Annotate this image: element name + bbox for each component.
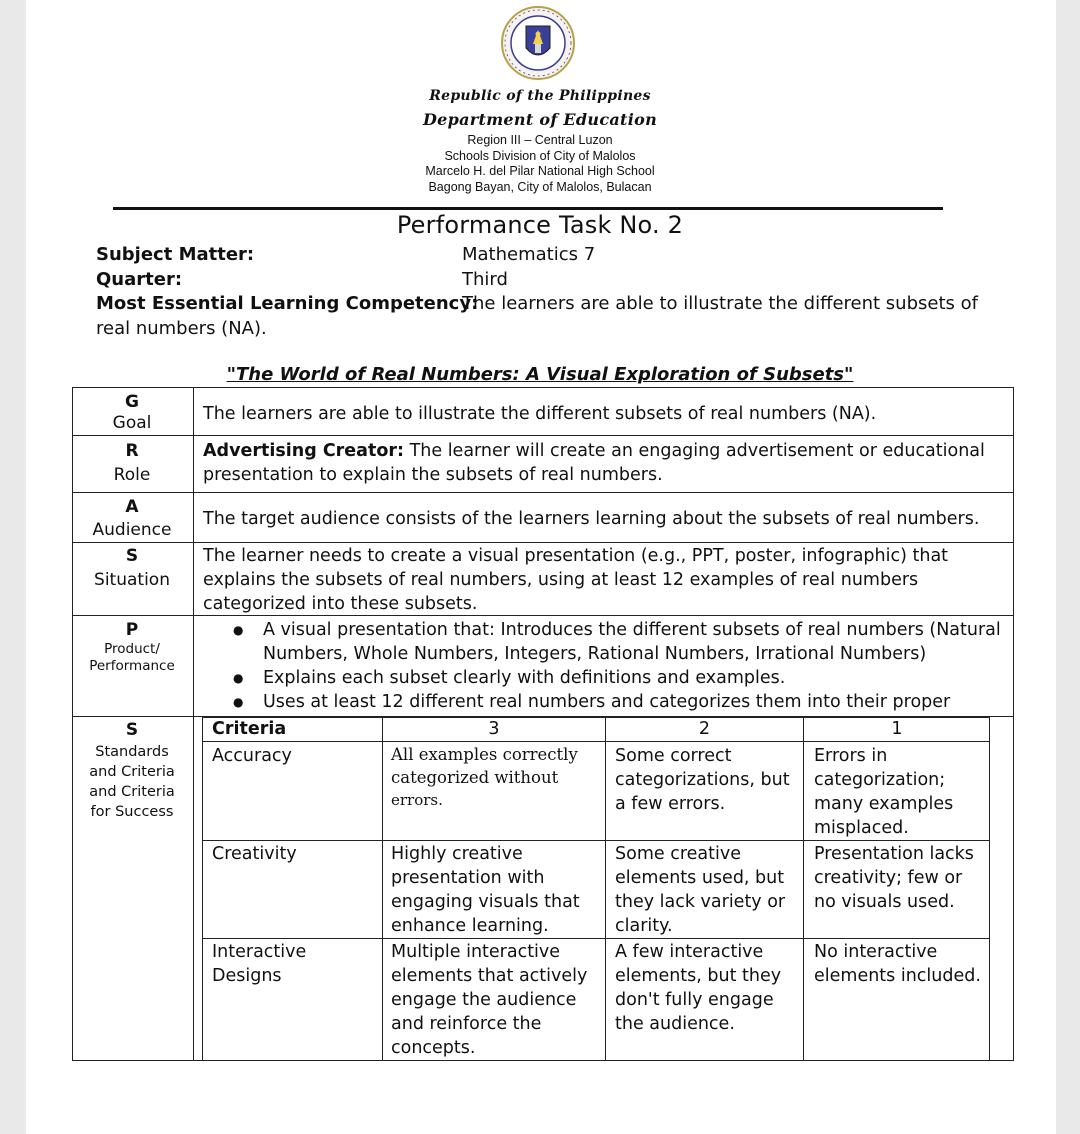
accuracy-score-2 bbox=[615, 744, 790, 816]
rubric-col-divider bbox=[803, 717, 804, 1061]
situation-letter: S bbox=[125, 546, 139, 566]
situation-line3: categorized into these subsets. bbox=[203, 594, 478, 614]
product-bullet bbox=[203, 618, 1013, 666]
role-text bbox=[203, 439, 985, 463]
creativity-s1-line: Presentation lacks bbox=[814, 844, 974, 864]
role-letter: R bbox=[125, 441, 139, 461]
creativity-score-2 bbox=[615, 842, 785, 938]
creativity-score-1 bbox=[814, 842, 974, 914]
product-bullet-1-line1: A visual presentation that: Introduces the different subsets of real numbers (Natural bbox=[263, 620, 1001, 640]
product-word-line2: Performance bbox=[89, 658, 175, 674]
rubric-header-3: 3 bbox=[488, 719, 500, 739]
product-bullet bbox=[203, 690, 1013, 714]
task-title: "The World of Real Numbers: A Visual Exploration of Subsets" bbox=[226, 364, 854, 385]
melc-label: Most Essential Learning Competency: bbox=[96, 293, 479, 314]
goal-letter: G bbox=[125, 392, 139, 412]
melc-value-continued: real numbers (NA). bbox=[96, 318, 267, 339]
accuracy-s3-line: errors. bbox=[391, 791, 443, 809]
creativity-s1-line: no visuals used. bbox=[814, 892, 955, 912]
role-text-line2: presentation to explain the subsets of real numbers. bbox=[203, 465, 663, 485]
quarter-label: Quarter: bbox=[96, 269, 183, 290]
accuracy-s3-line: All examples correctly bbox=[391, 745, 578, 764]
audience-text: The target audience consists of the learners learning about the subsets of real numbers. bbox=[203, 509, 980, 529]
letterhead-address: Bagong Bayan, City of Malolos, Bulacan bbox=[428, 179, 652, 194]
accuracy-s1-line: many examples bbox=[814, 794, 954, 814]
page-title: Performance Task No. 2 bbox=[396, 211, 684, 239]
criterion-interactive-line: Designs bbox=[212, 966, 282, 986]
standards-letter: S bbox=[125, 720, 139, 740]
criterion-creativity: Creativity bbox=[212, 844, 297, 864]
interactive-score-2 bbox=[615, 940, 781, 1036]
rubric-col-divider bbox=[382, 717, 383, 1061]
situation-line2: explains the subsets of real numbers, using at least 12 examples of real numbers bbox=[203, 570, 919, 590]
audience-letter: A bbox=[125, 497, 139, 517]
role-text-line1: The learner will create an engaging advertisement or educational bbox=[404, 441, 985, 461]
interactive-score-1 bbox=[814, 940, 981, 988]
creativity-s2-line: elements used, but bbox=[615, 868, 785, 888]
goal-text: The learners are able to illustrate the different subsets of real numbers (NA). bbox=[203, 404, 877, 424]
accuracy-score-3 bbox=[391, 743, 578, 812]
creativity-s2-line: they lack variety or bbox=[615, 892, 786, 912]
subject-label: Subject Matter: bbox=[96, 244, 255, 265]
interactive-s1-line: No interactive bbox=[814, 942, 938, 962]
quarter-value: Third bbox=[462, 269, 508, 290]
letterhead-republic: Republic of the Philippines bbox=[429, 88, 651, 104]
row-divider bbox=[72, 435, 1014, 436]
letterhead-region: Region III – Central Luzon bbox=[467, 133, 613, 147]
rubric-row-divider bbox=[202, 840, 990, 841]
interactive-s2-line: the audience. bbox=[615, 1014, 735, 1034]
rubric-header-1: 1 bbox=[891, 719, 903, 739]
standards-word-1: Standards bbox=[95, 744, 169, 760]
interactive-s3-line: elements that actively bbox=[391, 966, 588, 986]
rubric-row-divider bbox=[202, 741, 990, 742]
situation-label bbox=[72, 546, 192, 591]
interactive-s2-line: don't fully engage bbox=[615, 990, 774, 1010]
creativity-s3-line: engaging visuals that bbox=[391, 892, 580, 912]
standards-word-2: and Criteria bbox=[89, 764, 175, 780]
role-bold: Advertising Creator: bbox=[203, 441, 405, 461]
accuracy-s3-line: categorized without bbox=[391, 768, 559, 787]
audience-word: Audience bbox=[92, 520, 172, 540]
accuracy-s1-line: categorization; bbox=[814, 770, 946, 790]
deped-seal-logo bbox=[492, 4, 584, 82]
situation-line1: The learner needs to create a visual presentation (e.g., PPT, poster, infographic) that bbox=[203, 546, 949, 566]
creativity-s3-line: Highly creative bbox=[391, 844, 523, 864]
interactive-s2-line: elements, but they bbox=[615, 966, 782, 986]
creativity-s3-line: presentation with bbox=[391, 868, 545, 888]
interactive-s3-line: Multiple interactive bbox=[391, 942, 561, 962]
letterhead-department: Department of Education bbox=[422, 110, 658, 129]
accuracy-s2-line: Some correct bbox=[615, 746, 732, 766]
standards-word-4: for Success bbox=[90, 804, 174, 820]
letterhead-school: Marcelo H. del Pilar National High School bbox=[425, 164, 655, 178]
accuracy-s2-line: a few errors. bbox=[615, 794, 726, 814]
product-letter: P bbox=[125, 620, 139, 640]
creativity-s2-line: Some creative bbox=[615, 844, 741, 864]
product-label bbox=[72, 620, 192, 673]
criterion-accuracy: Accuracy bbox=[212, 746, 292, 766]
product-bullet-1-line2: Numbers, Whole Numbers, Integers, Rational Numbers, Irrational Numbers) bbox=[263, 644, 927, 664]
creativity-score-3 bbox=[391, 842, 580, 938]
interactive-s2-line: A few interactive bbox=[615, 942, 764, 962]
creativity-s3-line: enhance learning. bbox=[391, 916, 549, 936]
goal-word: Goal bbox=[112, 413, 152, 433]
interactive-s3-line: engage the audience bbox=[391, 990, 577, 1010]
accuracy-s1-line: Errors in bbox=[814, 746, 888, 766]
rubric-col-divider bbox=[605, 717, 606, 1061]
goal-label bbox=[72, 392, 192, 434]
interactive-s3-line: concepts. bbox=[391, 1038, 476, 1058]
creativity-s2-line: clarity. bbox=[615, 916, 673, 936]
audience-label bbox=[72, 497, 192, 541]
product-bullet bbox=[203, 666, 1013, 690]
product-bullet-2: Explains each subset clearly with definitions and examples. bbox=[263, 668, 786, 688]
product-word-line1: Product/ bbox=[104, 641, 160, 657]
criterion-interactive-line: Interactive bbox=[212, 942, 307, 962]
melc-value: The learners are able to illustrate the different subsets of bbox=[462, 293, 978, 314]
creativity-s1-line: creativity; few or bbox=[814, 868, 963, 888]
rubric-row-divider bbox=[202, 938, 990, 939]
subject-value: Mathematics 7 bbox=[462, 244, 596, 265]
product-bullet-3: Uses at least 12 different real numbers and categorizes them into their proper bbox=[263, 692, 951, 712]
standards-label bbox=[72, 720, 192, 822]
letterhead-division: Schools Division of City of Malolos bbox=[444, 148, 636, 163]
interactive-s3-line: and reinforce the bbox=[391, 1014, 542, 1034]
row-divider bbox=[72, 542, 1014, 543]
standards-word-3: and Criteria bbox=[89, 784, 175, 800]
header-rule bbox=[113, 207, 943, 210]
accuracy-s2-line: categorizations, but bbox=[615, 770, 790, 790]
product-list bbox=[203, 618, 1013, 714]
rubric-header-criteria: Criteria bbox=[212, 719, 287, 739]
interactive-score-3 bbox=[391, 940, 587, 1060]
accuracy-s1-line: misplaced. bbox=[814, 818, 909, 838]
role-label bbox=[72, 441, 192, 486]
situation-word: Situation bbox=[94, 570, 170, 590]
interactive-s1-line: elements included. bbox=[814, 966, 981, 986]
accuracy-score-1 bbox=[814, 744, 953, 840]
rubric-header-2: 2 bbox=[698, 719, 711, 739]
criterion-interactive-designs bbox=[212, 940, 306, 988]
row-divider bbox=[72, 492, 1014, 493]
grasps-column-divider bbox=[193, 387, 194, 1061]
role-word: Role bbox=[113, 465, 151, 485]
